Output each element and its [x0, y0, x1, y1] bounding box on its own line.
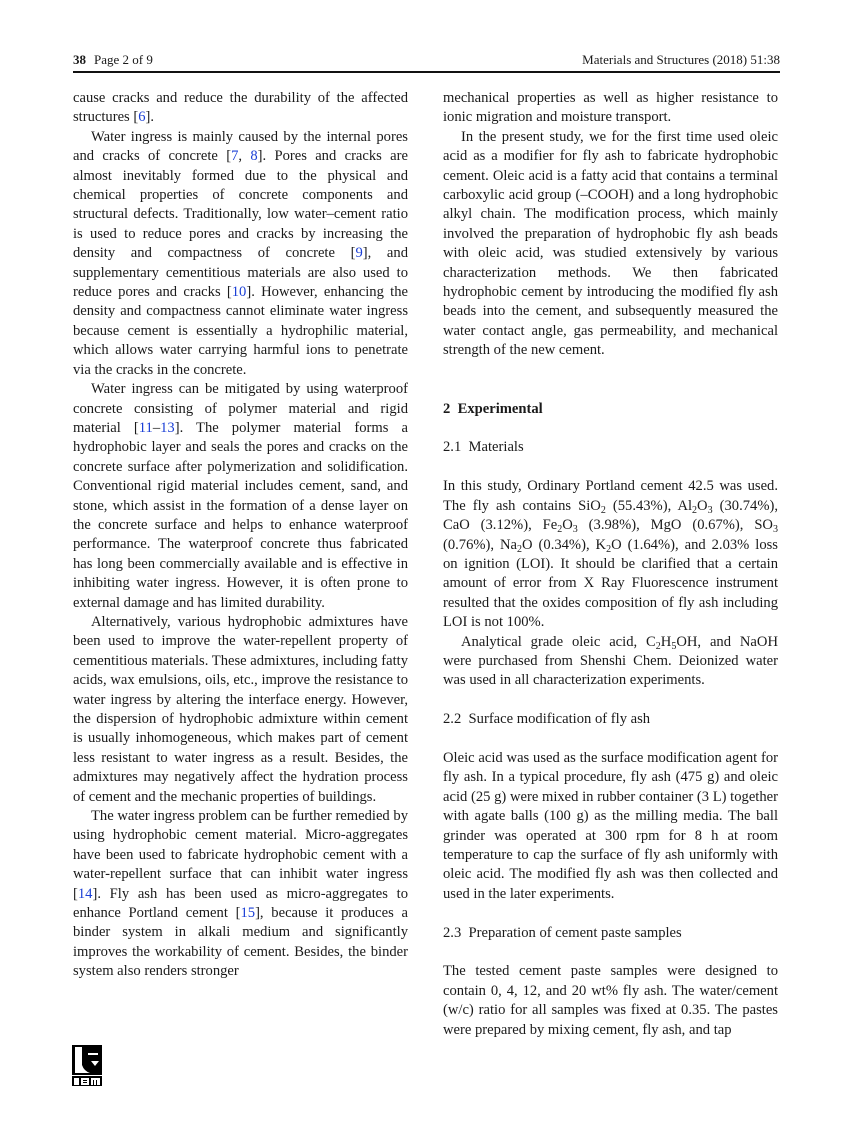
- paragraph: In the present study, we for the first time used oleic acid as a modifier for fly ash to fabricate hydrophobic cement. Oleic acid is a fatty acid that contains a terminal carboxylic acid group (–COOH) and a long hydrophobic alkyl chain. The modification process, which mainly involved the preparation of hydrophobic fly ash beads with oleic acid, was studied extensively by various characterization methods. We then fabricated hydrophobic cement by introducing the modified fly ash beads into the cement, and subsequently measured the water contact angle, gas permeability, and mechanical strength of the new cement.: [443, 128, 778, 359]
- subscript: 2: [655, 640, 661, 652]
- paragraph: [73, 807, 408, 982]
- running-header: [73, 51, 780, 69]
- subsection-number: 2.1: [443, 439, 462, 456]
- subsection-title: Preparation of cement paste samples: [468, 924, 682, 941]
- spacer: [443, 458, 778, 477]
- citation-link[interactable]: 9: [355, 245, 363, 262]
- subscript: 5: [671, 640, 677, 652]
- text: O: [697, 497, 708, 514]
- text: (55.43%), Al: [605, 497, 693, 514]
- text: OH, and NaOH were purchased from Shenshi Chem. Deionized water was used in all characterization experiments.: [443, 633, 778, 689]
- subscript: 2: [517, 543, 523, 555]
- article-number: 38: [73, 52, 86, 67]
- citation-link[interactable]: 8: [250, 148, 258, 165]
- spacer: [443, 419, 778, 438]
- text: –: [152, 419, 161, 436]
- citation-link[interactable]: 7: [231, 148, 239, 165]
- text: O (1.64%), and 2.03% loss on ignition (LOI). It should be clarified that a certain amount of error from X Ray Fluorescence instrument resulted that the oxides composition of fly ash including LOI is not 100%.: [443, 536, 778, 631]
- paragraph: [73, 89, 408, 128]
- text: O (0.34%), K: [522, 536, 607, 553]
- subscript: 2: [557, 524, 563, 536]
- page-label: Page 2 of 9: [94, 52, 153, 67]
- section-number: 2: [443, 400, 451, 417]
- section-heading: [443, 400, 778, 419]
- citation-link[interactable]: 11: [138, 419, 153, 436]
- text: The water ingress problem can be further remedied by using hydrophobic cement material. Micro-aggregates have been used to fabricate hydrophobic cement with a water-repellent surface that can inhibit water ingress [: [73, 808, 408, 902]
- citation-link[interactable]: 14: [77, 885, 93, 902]
- rilem-logo-icon: [72, 1045, 102, 1086]
- paragraph: [443, 633, 778, 691]
- text: (30.74%), CaO (3.12%), Fe: [443, 497, 778, 534]
- text: ], and supplementary cementitious materials are also used to reduce pores and cracks [: [73, 245, 408, 301]
- text: O: [562, 517, 573, 534]
- text: Analytical grade oleic acid, C: [461, 633, 656, 650]
- text: ]. However, enhancing the density and compactness cannot eliminate water ingress because cement is essentially a hydrophilic material, which allows water carrying harmful ions to penetrate via the cracks in the concrete.: [73, 284, 408, 378]
- subsection-number: 2.2: [443, 711, 462, 728]
- subscript: 2: [692, 504, 698, 516]
- paragraph: Alternatively, various hydrophobic admixtures have been used to improve the water-repellent property of cementitious materials. These admixtures, including fatty acids, wax emulsions, oils, etc., improve the resistance to water ingress by altering the interface energy. However, the dispersion of hydrophobic admixture within cement is usually inhomogeneous, which makes part of cement less resistant to water ingress as a result. Besides, the admixtures may negatively affect the hydration process of cement and the mechanic properties of buildings.: [73, 613, 408, 805]
- journal-citation: Materials and Structures (2018) 51:38: [582, 52, 780, 67]
- text: H: [660, 633, 672, 650]
- paragraph: Oleic acid was used as the surface modification agent for fly ash. In a typical procedure, fly ash (475 g) and oleic acid (25 g) were mixed in rubber container (3 L) together with agate balls (100 g) as the milling media. The ball grinder was operated at 300 rpm for 8 h at room temperature to cap the surface of fly ash uniformly with oleic acid. The modified fly ash was then collected and used in the later experiments.: [443, 749, 778, 902]
- paragraph: [443, 477, 778, 632]
- text: In this study, Ordinary Portland cement 42.5 was used. The fly ash contains SiO: [443, 478, 778, 514]
- text: (3.98%), MgO (0.67%), SO: [577, 517, 773, 534]
- header-rule: [73, 71, 780, 73]
- subsection-heading: [443, 710, 778, 729]
- spacer: [443, 361, 778, 400]
- spacer: [443, 730, 778, 749]
- subscript: 3: [772, 524, 778, 536]
- subsection-number: 2.3: [443, 924, 462, 941]
- text: cause cracks and reduce the durability of the affected structures [: [73, 90, 408, 126]
- section-title: Experimental: [457, 400, 543, 417]
- citation-link[interactable]: 10: [231, 284, 247, 301]
- paragraph: [73, 380, 408, 613]
- text: Water ingress is mainly caused by the internal pores and cracks of concrete [: [73, 128, 408, 165]
- text: ]. Pores and cracks are almost inevitably formed due to the physical and chemical properties of concrete components and structural defects. Traditionally, low water–cement ratio is used to reduce pores and cracks by increasing the density and compactness of concrete [: [73, 148, 408, 262]
- subsection-heading: [443, 924, 778, 943]
- right-column: [443, 89, 778, 1040]
- citation-link[interactable]: 13: [160, 419, 175, 436]
- subsection-heading: [443, 438, 778, 457]
- text: ]. Fly ash has been used as micro-aggregates to enhance Portland cement [: [73, 885, 408, 922]
- subscript: 3: [572, 524, 578, 536]
- spacer: [443, 943, 778, 962]
- subscript: 2: [600, 504, 606, 516]
- text: ]. The polymer material forms a hydrophobic layer and seals the pores and cracks on the concrete surface after polymerization and solidification. Conventional rigid material includes cement, sand, and stone, which assist in the formation of a dense layer on the concrete surface and helps to enhance waterproof performance. The waterproof concrete thus fabricated has long been commercially available and is effective in inhibiting water ingress. However, it is often prone to external damage and has limited durability.: [73, 419, 408, 611]
- paragraph: The tested cement paste samples were designed to contain 0, 4, 12, and 20 wt% fly ash. The water/cement (w/c) ratio for all samples was fixed at 0.35. The pastes were prepared by mixing cement, fly ash, and tap: [443, 963, 778, 1038]
- subsection-title: Surface modification of fly ash: [468, 711, 651, 728]
- text: ], because it produces a binder system in alkali medium and significantly improves the workability of cement. Besides, the binder system also renders stronger: [73, 905, 408, 980]
- citation-link[interactable]: 6: [138, 109, 146, 126]
- paragraph: [73, 128, 408, 380]
- spacer: [443, 904, 778, 923]
- text: ].: [145, 109, 155, 126]
- text: ,: [238, 148, 251, 165]
- subscript: 2: [606, 543, 612, 555]
- paragraph: mechanical properties as well as higher resistance to ionic migration and moisture transport.: [443, 90, 778, 126]
- spacer: [443, 691, 778, 710]
- subscript: 3: [707, 504, 713, 516]
- left-column: [73, 89, 408, 982]
- text: Water ingress can be mitigated by using waterproof concrete consisting of polymer material and rigid material [: [73, 381, 408, 436]
- citation-link[interactable]: 15: [240, 905, 256, 922]
- text: (0.76%), Na: [443, 536, 518, 553]
- subsection-title: Materials: [468, 439, 524, 456]
